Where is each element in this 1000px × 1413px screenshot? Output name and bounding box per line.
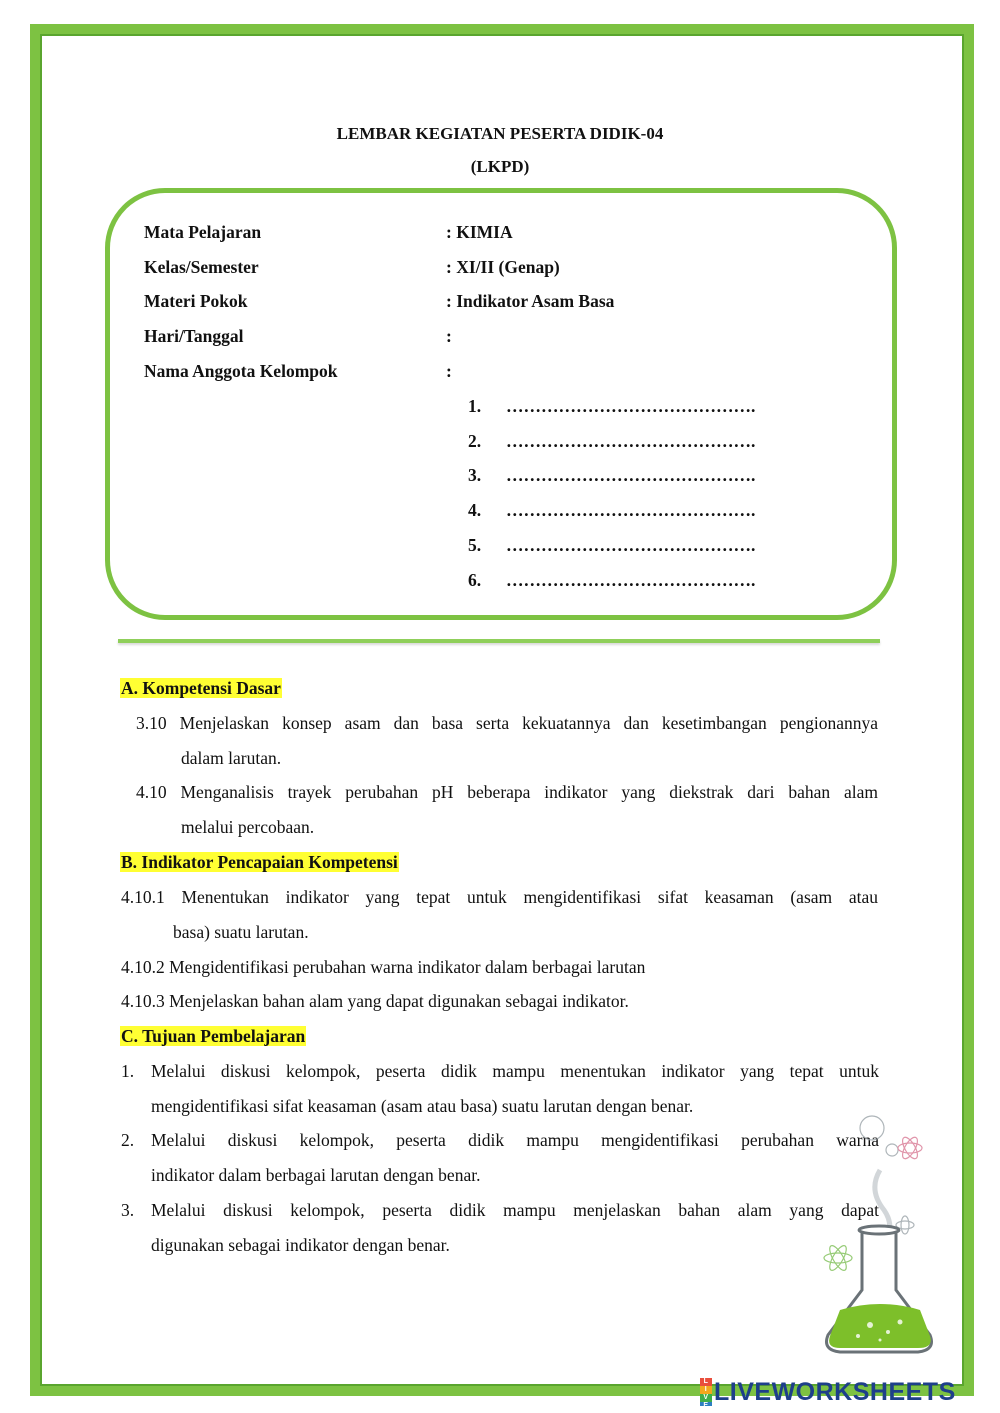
heading-tujuan (120, 1026, 306, 1047)
tujuan-item-cont: indikator dalam berbagai larutan dengan benar. (151, 1165, 481, 1185)
member-blank[interactable]: ……………………………………. (506, 396, 756, 416)
heading-text: C. Tujuan Pembelajaran (121, 1026, 306, 1046)
member-number: 6. (468, 570, 482, 590)
member-blank[interactable]: ……………………………………. (506, 500, 756, 520)
value-materi-pokok: : Indikator Asam Basa (446, 291, 615, 311)
member-line (468, 535, 756, 556)
label-kelas-semester: Kelas/Semester (144, 257, 259, 277)
brand-name: LIVEWORKSHEETS (714, 1377, 956, 1406)
tujuan-item-cont: digunakan sebagai indikator dengan benar. (151, 1235, 450, 1255)
tujuan-item: Melalui diskusi kelompok, peserta didik mampu menentukan indikator yang tepat untuk (151, 1061, 879, 1081)
heading-text: B. Indikator Pencapaian Kompetensi (121, 852, 398, 872)
ipk-item: 4.10.2 Mengidentifikasi perubahan warna indikator dalam berbagai larutan (121, 957, 646, 977)
ipk-item: 4.10.1 Menentukan indikator yang tepat untuk mengidentifikasi sifat keasaman (asam atau (121, 887, 878, 907)
kd-item: 3.10 Menjelaskan konsep asam dan basa serta kekuatannya dan kesetimbangan pengionannya (136, 713, 878, 733)
member-number: 4. (468, 500, 482, 520)
logo-letter: L (700, 1378, 712, 1386)
label-materi-pokok: Materi Pokok (144, 291, 248, 311)
member-number: 5. (468, 535, 482, 555)
label-mata-pelajaran: Mata Pelajaran (144, 222, 262, 242)
member-blank[interactable]: ……………………………………. (506, 535, 756, 555)
tujuan-number: 1. (121, 1061, 135, 1081)
value-kelas-semester: : XI/II (Genap) (446, 257, 560, 277)
heading-kompetensi-dasar (120, 678, 282, 699)
member-number: 2. (468, 431, 482, 451)
value-nama-anggota: : (446, 361, 452, 381)
member-blank[interactable]: ……………………………………. (506, 431, 756, 451)
label-nama-anggota: Nama Anggota Kelompok (144, 361, 338, 381)
member-line (468, 500, 756, 521)
member-line (468, 465, 756, 486)
heading-text: A. Kompetensi Dasar (121, 678, 281, 698)
identity-box (105, 188, 897, 620)
member-blank[interactable]: ……………………………………. (506, 465, 756, 485)
heading-indikator (120, 852, 399, 873)
worksheet-subtitle: (LKPD) (470, 157, 530, 176)
member-number: 3. (468, 465, 482, 485)
member-line (468, 396, 756, 417)
ipk-item: 4.10.3 Menjelaskan bahan alam yang dapat digunakan sebagai indikator. (121, 991, 629, 1011)
chemistry-flask-icon (800, 1110, 970, 1365)
section-divider (118, 639, 880, 643)
tujuan-item-cont: mengidentifikasi sifat keasaman (asam atau basa) suatu larutan dengan benar. (151, 1096, 694, 1116)
brand-logo-icon (700, 1378, 712, 1409)
logo-letter: E (700, 1402, 712, 1406)
tujuan-number: 3. (121, 1200, 135, 1220)
kd-item: 4.10 Menganalisis trayek perubahan pH beberapa indikator yang diekstrak dari bahan alam (136, 782, 878, 802)
tujuan-item: Melalui diskusi kelompok, peserta didik mampu mengidentifikasi perubahan warna (151, 1130, 879, 1150)
ipk-item-cont: basa) suatu larutan. (173, 922, 309, 942)
kd-item-cont: melalui percobaan. (181, 817, 315, 837)
tujuan-number: 2. (121, 1130, 135, 1150)
member-line (468, 431, 756, 452)
value-hari-tanggal[interactable]: : (446, 326, 452, 346)
member-blank[interactable]: ……………………………………. (506, 570, 756, 590)
member-number: 1. (468, 396, 482, 416)
worksheet-title: LEMBAR KEGIATAN PESERTA DIDIK-04 (336, 124, 664, 143)
logo-letter: V (700, 1394, 712, 1402)
logo-letter: I (700, 1386, 712, 1394)
tujuan-item: Melalui diskusi kelompok, peserta didik mampu menjelaskan bahan alam yang dapat (151, 1200, 879, 1220)
value-mata-pelajaran: : KIMIA (446, 222, 513, 242)
member-line (468, 570, 756, 591)
kd-item-cont: dalam larutan. (181, 748, 282, 768)
label-hari-tanggal: Hari/Tanggal (144, 326, 244, 346)
liveworksheets-logo (700, 1377, 956, 1409)
